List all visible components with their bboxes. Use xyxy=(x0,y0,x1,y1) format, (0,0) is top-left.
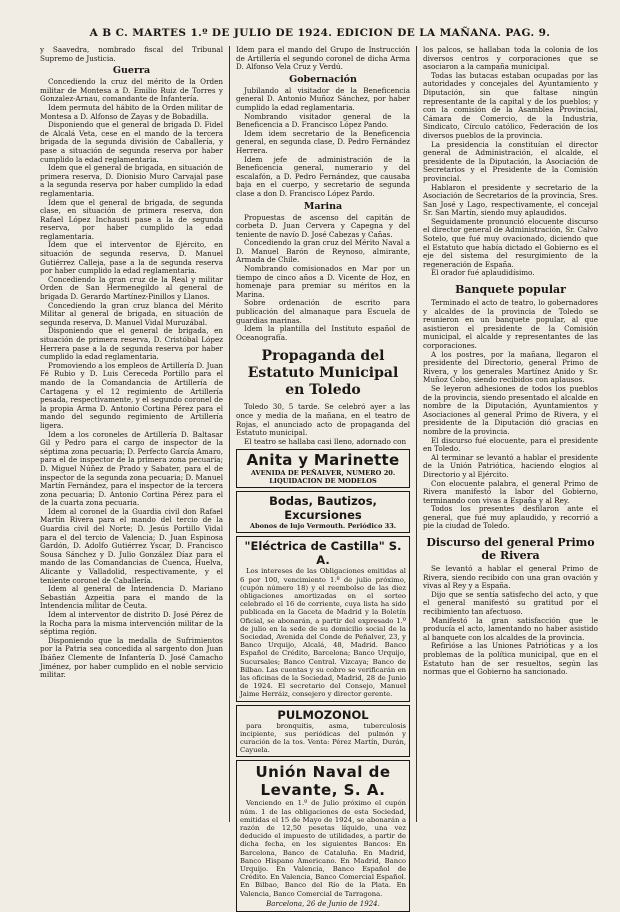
paragraph: Idem que el general de brigada, en situación de primera reserva, D. Dionisio Muro Carvajal pase a la segunda reserva por haber cumplido la edad reglamentaria. xyxy=(40,163,223,198)
paragraph: La presidencia la constituían el director general de Administración, el alcalde, el presidente de la Diputación, la Asociación de Secretarios y el Presidente de la Comisión provincial. xyxy=(423,139,598,183)
gobernacion-paragraphs xyxy=(236,87,410,199)
section-heading-discurso: Discurso del general Primo de Rivera xyxy=(426,536,595,563)
column-rule xyxy=(229,46,230,822)
ad-subtitle: LIQUIDACION DE MODELOS xyxy=(269,477,377,486)
paragraph: Toledo 30, 5 tarde. Se celebró ayer a las once y media de la mañana, en el teatro de Rojas, el anunciado acto de propaganda del Estatuto municipal. xyxy=(236,402,410,438)
paragraph: Idem que el general de brigada, de segunda clase, en situación de primera reserva, don Rafael López Inchausti pase a la de segunda reserva, por haber cumplido la edad reglamentaria. xyxy=(40,197,223,241)
paragraph: Refirióse a las Uniones Patrióticas y a los problemas de la política municipal, que en el Estatuto han de ser resueltos, según las normas que el Gobierno ha sancionado. xyxy=(423,641,598,677)
ad-title: PULMOZONOL xyxy=(277,707,369,722)
paragraph: Disponiendo que la medalla de Sufrimientos por la Patria sea concedida al sargento don Juan Ibáñez Clemente de Infantería D. José Camacho Jiménez, por haber cumplido en el noble servicio militar. xyxy=(40,635,223,680)
paragraph: Manifestó la gran satisfacción que le producía el acto, lamentando no haber asistido al banquete con los alcaldes de la provincia. xyxy=(423,615,598,642)
toledo-paragraphs xyxy=(236,403,410,446)
paragraph: Todas las butacas estaban ocupadas por las autoridades y concejales del Ayuntamiento y Diputación, sin que faltase ningún representante de la capital y de los pueblos; y con la comisión de la Asamblea Provincial, Cámara de Comercio, de la Industria, Sindicato, Círculo católico, Federación de los diversos pueblos de la provincia. xyxy=(423,70,598,140)
paragraph: Idem al interventor de distrito D. José Pérez de la Rocha para la misma intervención militar de la séptima región. xyxy=(40,610,223,637)
paragraph: Idem que el interventor de Ejército, en situación de segunda reserva, D. Manuel Gutiérrez Calleja, pase a la de segunda reserva por haber cumplido la edad reglamentaria. xyxy=(40,240,223,276)
paragraph: A los postres, por la mañana, llegaron el presidente del Directorio, general Primo de Rivera, y los generales Martínez Anido y Sr. Muñoz Cobo, siendo recibidos con aplausos. xyxy=(423,349,598,385)
paragraph: El teatro se hallaba casi lleno, adornado con xyxy=(244,436,407,446)
paragraph: Jubilando al visitador de la Beneficencia general D. Antonio Muñoz Sánchez, por haber cumplido la edad reglamentaria. xyxy=(236,85,410,112)
ad-body: Venciendo en 1.º de Julio próximo el cupón núm. 1 de las obligaciones de esta Sociedad, emitidas el 15 de Mayo de 1924, se abonarán a razón de 12,50 pesetas líquido, una vez deducido el impuesto de utilidades, a partir de dicha fecha, en los siguientes Bancos: En Barcelona, Banco de Cataluña. En Madrid, Banco Hispano Americano. En Madrid, Banco Urquijo. En Valencia, Banco Español de Crédito. En Valencia, Banco Comercial Español. En Bilbao, Banco del Río de la Plata. En Valencia, Banco Comercial de Tarragona. xyxy=(240,799,406,898)
paragraph: Concediendo la gran cruz de la Real y militar Orden de San Hermenegildo al general de brigada D. Gerardo Martínez-Pinillos y Llanos. xyxy=(40,274,223,302)
paragraph: Hablaron el presidente y secretario de la Asociación de Secretarios de la provincia, Sres. San José y Lago, respectivamente, el concejal Sr. San Martín, siendo muy aplaudidos. xyxy=(423,182,598,218)
paragraph: Todos los presentes desfilaron ante el general, que fué muy aplaudido, y recorrió a pie la ciudad de Toledo. xyxy=(423,504,598,531)
ad-electrica-castilla xyxy=(236,536,410,701)
paragraph: Idem permuta del hábito de la Orden militar de Montesa a D. Alfonso de Zayas y de Bobadilla. xyxy=(40,102,223,121)
paragraph: Se leyeron adhesiones de todos los pueblos de la provincia, siendo presentado el alcalde en nombre de la Diputación, Ayuntamientos y Asociaciones al general Primo de Rivera, y el presidente de la Diputación dió gracias en nombre de la provincia. xyxy=(423,383,598,436)
ad-pulmozonol xyxy=(236,705,410,758)
column-left xyxy=(40,46,223,824)
paragraph: Concediendo la cruz del mérito de la Orden militar de Montesa a D. Emilio Ruiz de Torres y Gonzalez-Arnau, comandante de Infantería. xyxy=(40,77,223,104)
paragraph: El discurso fué elocuente, para el presidente en Toledo. xyxy=(423,435,598,454)
banquete-paragraphs xyxy=(423,299,598,531)
paragraph: Nombrando visitador general de la Beneficencia a D. Francisco López Pando. xyxy=(236,111,410,130)
lead-paragraph: Idem para el mando del Grupo de Instrucción de Artillería el segundo coronel de dicha Arma D. Alfonso Vela Cruz y Verdú. xyxy=(236,45,410,72)
paragraph: Sobre ordenación de escrito para publicación del almanaque para Escuela de guardias marinas. xyxy=(236,298,410,325)
section-heading-guerra: Guerra xyxy=(112,65,151,77)
guerra-paragraphs xyxy=(40,78,223,680)
paragraph: Idem jefe de administración de la Beneficencia general, numerario y del escalafón, a D. Pedro Fernández, que causaba baja en el cuerpo, y secretario de segunda clase a don D. Francisco López Pardo. xyxy=(236,154,410,198)
ad-anita-marinette xyxy=(236,449,410,488)
paragraph: Idem idem secretario de la Beneficencia general, en segunda clase, D. Pedro Fernández Herrera. xyxy=(236,128,410,155)
paragraph: Idem la plantilla del Instituto español de Oceanografía. xyxy=(236,324,410,342)
column-rule xyxy=(416,46,417,822)
paragraph: Concediendo la gran cruz del Mérito Naval a D. Manuel Barón de Reynoso, almirante, Armada de Chile. xyxy=(236,238,410,265)
paragraph: Dijo que se sentía satisfecho del acto, y que el general manifestó su gratitud por el recibimiento tan afectuoso. xyxy=(423,589,598,617)
ad-title: Anita y Marinette xyxy=(246,451,400,470)
paragraph: Idem al general de Intendencia D. Mariano Sebastián Azpeitia para el mando de la Intendencia militar de Ceuta. xyxy=(40,584,223,611)
page-header: A B C. MARTES 1.º DE JULIO DE 1924. EDICION DE LA MAÑANA. PAG. 9. xyxy=(89,27,551,39)
column-right xyxy=(423,46,598,824)
paragraph: Disponiendo que el general de brigada, en situación de primera reserva, D. Cristóbal López Herrera pase a la de segunda reserva por haber cumplido la edad reglamentaria. xyxy=(40,326,223,362)
paragraph: Disponiendo que el general de brigada D. Fidel de Alcalá Veta, cese en el mando de la tercera brigada de la segunda división de Caballería, y pase a situación de segunda reserva por haber cumplido la edad reglamentaria. xyxy=(40,120,223,164)
section-heading-banquete: Banquete popular xyxy=(455,283,566,297)
paragraph: Concediendo la gran cruz blanca del Mérito Militar al general de brigada, en situación de segunda reserva, D. Manuel Vidal Muruzábal. xyxy=(40,300,223,327)
ad-body: para bronquitis, asma, tuberculosis incipiente, sus periódicas del pulmón y curación de la tos. Venta: Pérez Martín, Durán, Cayuela. xyxy=(240,721,406,755)
paragraph: Promoviendo a los empleos de Artillería D. Juan Fé Rubio y D. Luis Cereceda Portillo para el mando de la Comandancia de Artillería de Cartagena y el 12 regimiento de Artillería pesada, respectivamente, y el segundo coronel de la propia Arma D. Antonio Cortina Pérez para el mando del segundo regimiento de Artillería ligera. xyxy=(40,360,223,430)
article-title-toledo: Propaganda del Estatuto Municipal en Toledo xyxy=(247,348,399,399)
lead-paragraph: los palcos, se hallaban toda la colonia de los diversos centros y corporaciones que se asociaron a la campaña municipal. xyxy=(423,45,598,72)
paragraph: Se levantó a hablar el general Primo de Rivera, siendo recibido con una gran ovación y vivas al Rey y a España. xyxy=(423,564,598,591)
paragraph: Seguidamente pronunció elocuente discurso el director general de Administración, Sr. Calvo Sotelo, que fué muy ovacionado, diciendo que el Estatuto que había dictado el Gobierno es el eje del sistema del resurgimiento de la regeneración de España. xyxy=(423,216,598,269)
ad-title: Unión Naval de Levante, S. A. xyxy=(255,763,391,800)
ad-union-naval xyxy=(236,760,410,911)
ad-subtitle: Abonos de lujo Vermouth. Periódico 33. xyxy=(249,522,397,531)
ad-title: Bodas, Bautizos, Excursiones xyxy=(269,494,377,523)
paragraph: Con elocuente palabra, el general Primo de Rivera manifestó la labor del Gobierno, terminando con vivas a España y al Rey. xyxy=(423,478,598,505)
paragraph: Idem al coronel de la Guardia civil don Rafael Martín Rivera para el mando del tercio de la Guardia civil del Norte; D. Jesús Portillo Vidal para el del tercio de Valencia; D. Juan Espinosa Gardón, D. Adolfo Gutiérrez Yscar, D. Francisco Sousa Sánchez y D. Julio González Díaz para el mando de las Comandancias de Cuenca, Huelva, Alicante y Valladolid, respectivamente, y el teniente coronel de Caballería. xyxy=(40,506,223,585)
section-heading-gobernacion: Gobernación xyxy=(289,73,357,85)
ad-address: AVENIDA DE PEÑALVER, NUMERO 20. xyxy=(250,469,396,478)
paragraph: Idem a los coroneles de Artillería D. Baltasar Gil y Pedro para el cargo de inspector de la séptima zona pecuaria; D. Perfecto García Amaro, para el de inspector de la primera zona pecuaria; D. Miguel Núñez de Prado y Sabater, para el de inspector de la segunda zona pecuaria; D. Manuel Martín Fernández, para el inspector de la tercera zona pecuaria; D. Antonio Cortina Pérez para el de la cuarta zona pecuaria. xyxy=(40,429,223,508)
column-middle xyxy=(236,45,410,908)
toledo-continued-paragraphs xyxy=(423,72,598,278)
marina-paragraphs xyxy=(236,214,410,343)
paragraph: El orador fué aplaudidísimo. xyxy=(431,268,535,278)
ad-title: "Eléctrica de Castilla" S. A. xyxy=(244,539,402,568)
ad-bodas xyxy=(236,491,410,533)
discurso-paragraphs xyxy=(423,565,598,677)
paragraph: Propuestas de ascenso del capitán de corbeta D. Juan Cervera y Capegna y del teniente de navío D. José Cabezas y Cañas. xyxy=(236,212,410,239)
ad-body: Los intereses de las Obligaciones emitidas al 6 por 100, vencimiento 1.º de julio próximo, (cupón número 18) y el reembolso de las diez obligaciones amortizadas en el sorteo celebrado el 16 de corriente, cuya lista ha sido publicada en la Gaceta de Madrid y la Boletín Oficial, se abonarán, a partir del expresado 1.º de julio en la sede de su domicilio social de la Sociedad, Avenida del Conde de Peñalver, 23, y Banco Urquijo, Alcalá, 48, Madrid. Banco Español de Crédito, Barcelona; Banco Urquijo, Sucursales; Banco Central. Vizcaya; Banco de Bilbao. Las cuentas y su cobro se verificarán en las oficinas de la Sociedad, Madrid, 28 de Junio de 1924. El secretario del Consejo, Manuel Jaime Herráiz, consejero y director gerente. xyxy=(240,567,406,699)
ad-dateline: Barcelona, 26 de Junio de 1924. xyxy=(266,899,380,908)
lead-paragraph: y Saavedra, nombrado fiscal del Tribunal Supremo de Justicia. xyxy=(40,45,223,63)
paragraph: Al terminar se levantó a hablar el presidente de la Unión Patriótica, haciendo elogios al Directorio y al Ejército. xyxy=(423,452,598,479)
paragraph: Terminado el acto de teatro, lo gobernadores y alcaldes de la provincia de Toledo se reunieron en un banquete popular, al que asistieron el presidente de la Comisión municipal, el alcalde y representantes de las corporaciones. xyxy=(423,298,598,350)
paragraph: Nombrando comisionados en Mar por un tiempo de cinco años a D. Vicente de Hoz, en homenaje para premiar su méritos en la Marina. xyxy=(236,264,410,299)
section-heading-marina: Marina xyxy=(303,200,343,212)
